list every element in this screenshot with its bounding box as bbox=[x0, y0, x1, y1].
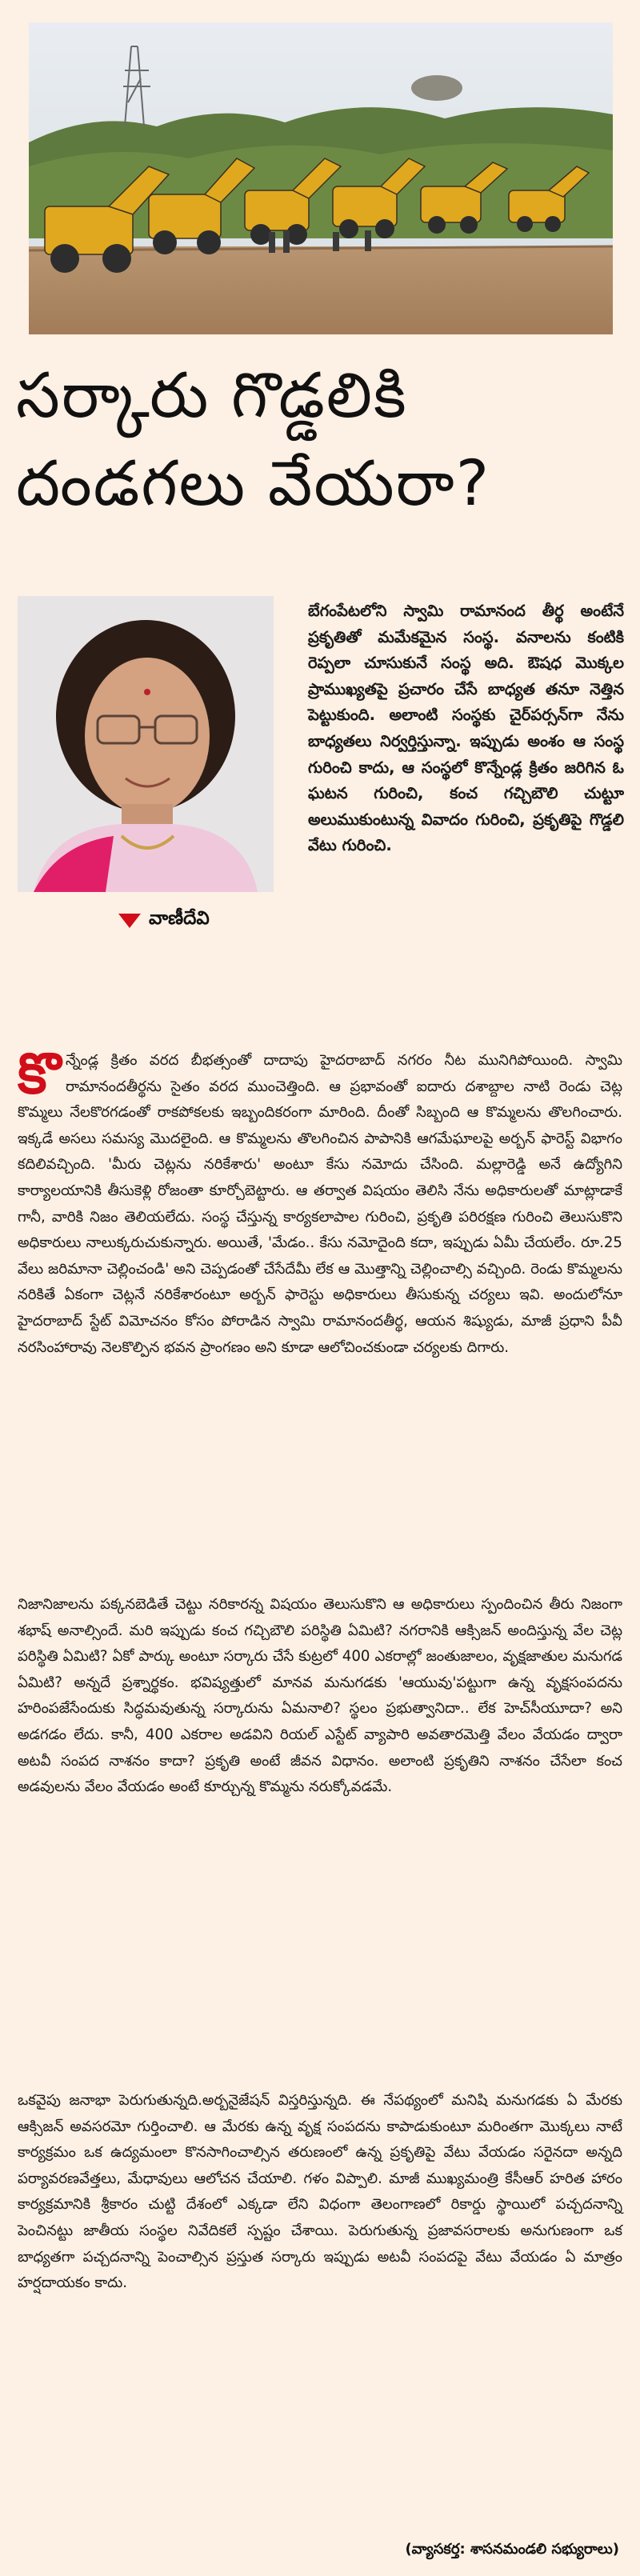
byline-triangle-icon bbox=[118, 914, 141, 928]
headline bbox=[16, 352, 624, 528]
excavators-photo-image bbox=[29, 22, 613, 334]
headline-line-1: సర్కారు గొడ్డలికి bbox=[16, 360, 408, 432]
paragraph-1-text: న్నేండ్ల క్రితం వరద బీభత్సంతో దాదాపు హైదరాబాద్ నగరం నీట మునిగిపోయింది. స్వామి రామానందతీర్థను సైతం వరద ముంచెత్తింది. ఆ ప్రభావంతో ఐదారు దశాబ్దాల నాటి రెండు చెట్ల కొమ్మలు నేలకొరగడంతో రాకపోకలకు ఇబ్బందికరంగా మారింది. దీంతో సిబ్బంది ఆ కొమ్మలను తొలగించారు. ఇక్కడే అసలు సమస్య మొదలైంది. ఆ కొమ్మలను తొలగించిన పాపానికి ఆగమేఘాలపై అర్బన్ ఫారెస్ట్ విభాగం కదిలివచ్చింది. 'మీరు చెట్లను నరికేశారు' అంటూ కేసు నమోదు చేసింది. మల్లారెడ్డి అనే ఉద్యోగిని కార్యాలయానికి తీసుకెళ్లి రోజంతా కూర్చోబెట్టారు. ఆ తర్వాత విషయం తెలిసి నేను అధికారులతో మాట్లాడాకే గానీ, వారికి నిజం తెలియలేదు. సంస్థ చేస్తున్న కార్యకలాపాల గురించి, ప్రకృతి పరిరక్షణ గురించి తెలుసుకొని అధికారులు నాలుక్కరుచుకున్నారు. అయితే, 'మేడం.. కేసు నమోదైంది కదా, ఇప్పుడు ఏమీ చేయలేం. రూ.25 వేలు జరిమానా చెల్లించండి' అని చెప్పడంతో చేసేదేమీ లేక ఆ మొత్తాన్ని చెల్లించాల్సి వచ్చింది. రెండు కొమ్మలను నరికితే ఏకంగా చెట్లనే నరికేశారంటూ అర్బన్ ఫారెస్టు అధికారులు తీసుకున్న చర్యలు ఇవి. అందులోనూ హైదరాబాద్ స్టేట్ విమోచనం కోసం పోరాడిన స్వామి రామానందతీర్థ, ఆయన శిష్యుడు, మాజీ ప్రధాని పీవీ నరసింహారావు నెలకొల్పిన భవన ప్రాంగణం అని కూడా ఆలోచించకుండా చర్యలకు దిగారు. bbox=[18, 1052, 622, 1356]
excavators-photo bbox=[29, 22, 613, 334]
paragraph-1 bbox=[18, 1041, 622, 1361]
author-credit: (వ్యాసకర్త: శాసనమండలి సభ్యురాలు) bbox=[405, 2541, 619, 2558]
byline bbox=[118, 908, 270, 934]
paragraph-3: ఒకవైపు జనాభా పెరుగుతున్నది.అర్బనైజేషన్ విస్తరిస్తున్నది. ఈ నేపథ్యంలో మనిషి మనుగడకు ఏ మేరకు ఆక్సిజన్ అవసరమో గుర్తించాలి. ఆ మేరకు ఉన్న వృక్ష సంపదను కాపాడుకుంటూ మరింతగా మొక్కలు నాటే కార్యక్రమం ఒక ఉద్యమంలా కొనసాగించాల్సిన తరుణంలో ఉన్న ప్రకృతిపై వేటు వేయడం సరైనదా అన్నది పర్యావరణవేత్తలు, మేధావులు ఆలోచన చేయాలి. గళం విప్పాలి. మాజీ ముఖ్యమంత్రి కేసీఆర్ హరిత హారం కార్యక్రమానికి శ్రీకారం చుట్టి దేశంలో ఎక్కడా లేని విధంగా తెలంగాణలో రికార్డు స్థాయిలో పచ్చదనాన్ని పెంచినట్టు జాతీయ సంస్థల నివేదికలే స్పష్టం చేశాయి. పెరుగుతున్న ప్రజావసరాలకు అనుగుణంగా ఒక బాధ్యతగా పచ్చదనాన్ని పెంచాల్సిన ప్రస్తుత సర్కారు ఇప్పుడు అటవీ సంపదపై వేటు వేయడం ఏ మాత్రం హర్షదాయకం కాదు. bbox=[18, 2092, 622, 2292]
headline-line-2: దండగలు వేయరా? bbox=[16, 448, 491, 520]
author-name: వాణీదేవి bbox=[149, 908, 210, 929]
drop-cap: కొ bbox=[18, 1041, 62, 1106]
intro-paragraph: బేగంపేటలోని స్వామి రామానంద తీర్థ అంటేనే ప్రకృతితో మమేకమైన సంస్థ. వనాలను కంటికి రెప్పలా చూసుకునే సంస్థ అది. ఔషధ మొక్కల ప్రాముఖ్యతపై ప్రచారం చేసే బాధ్యత తనూ నెత్తిన పెట్టుకుంది. అలాంటి సంస్థకు చైర్‌పర్సన్‌గా నేను బాధ్యతలు నిర్వర్తిస్తున్నా. ఇప్పుడు అంశం ఆ సంస్థ గురించి కాదు, ఆ సంస్థలో కొన్నేండ్ల క్రితం జరిగిన ఓ ఘటన గురించి, కంచ గచ్చిబౌలి చుట్టూ అలుముకుంటున్న వివాదం గురించి, ప్రకృతిపై గొడ్డలి వేటు గురించి. bbox=[308, 602, 624, 855]
paragraph-2: నిజానిజాలను పక్కనబెడితే చెట్టు నరికారన్న విషయం తెలుసుకొని ఆ అధికారులు స్పందించిన తీరు నిజంగా శభాష్ అనాల్సిందే. మరి ఇప్పుడు కంచ గచ్చిబౌలి పరిస్థితి ఏమిటి? నగరానికి ఆక్సిజన్ అందిస్తున్న వేల చెట్ల పరిస్థితి ఏమిటి? ఏకో పార్కు అంటూ సర్కారు చేసే కుట్రలో 400 ఎకరాల్లో జంతుజాలం, వృక్షజాతుల మనుగడ ఏమిటి? అన్నదే ప్రశ్నార్థకం. భవిష్యత్తులో మానవ మనుగడకు 'ఆయువు'పట్టుగా ఉన్న వృక్షసంపదను హరింపజేసేందుకు సిద్ధమవుతున్న సర్కారును ఏమనాలి? స్థలం ప్రభుత్వానిదా.. లేక హెచ్‌సీయూదా? అని అడగడం లేదు. కానీ, 400 ఎకరాల అడవిని రియల్ ఎస్టేట్ వ్యాపారి అవతారమెత్తి వేలం వేయడం ద్వారా అటవీ సంపద నాశనం కాదా? ప్రకృతి అంటే జీవన విధానం. అలాంటి ప్రకృతిని నాశనం చేసేలా కంచ అడవులను వేలం వేయడం అంటే కూర్చున్న కొమ్మను నరుక్కోవడమే. bbox=[18, 1596, 622, 1796]
author-portrait-image bbox=[18, 596, 274, 892]
author-photo bbox=[18, 596, 274, 892]
